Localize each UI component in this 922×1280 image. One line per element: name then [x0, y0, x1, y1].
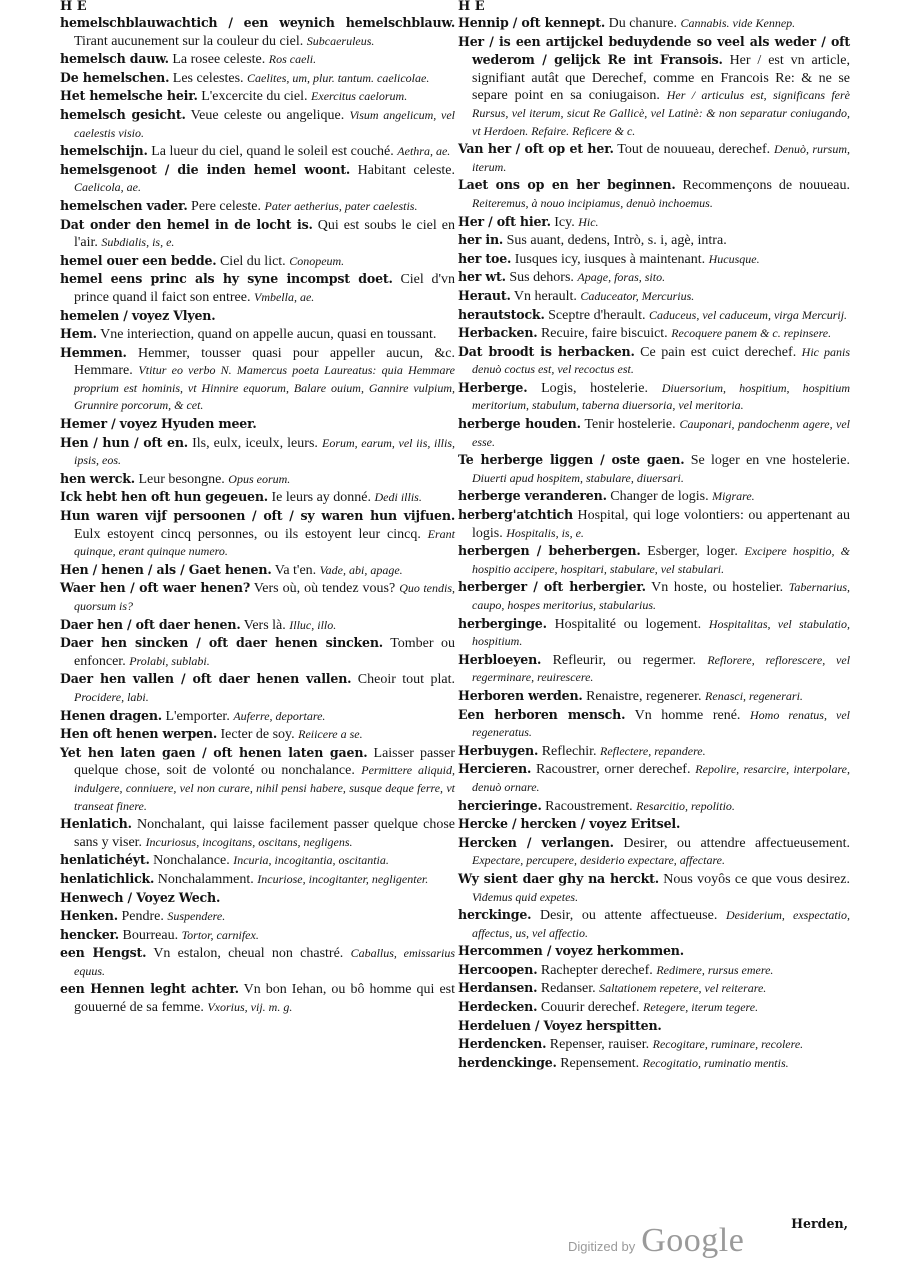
headword: Een herboren mensch.	[458, 706, 626, 722]
latin-gloss: Aethra, ae.	[397, 144, 451, 159]
dictionary-entry	[458, 760, 850, 796]
running-head-right: H E	[458, 0, 485, 14]
headword: her in.	[458, 232, 504, 248]
dictionary-entry	[60, 69, 455, 88]
french-gloss: Racoustrement.	[545, 798, 633, 814]
headword: herbergen / beherbergen.	[458, 543, 641, 559]
dictionary-entry	[60, 270, 455, 306]
headword: een Hengst.	[60, 945, 147, 961]
dictionary-entry	[60, 815, 455, 851]
headword: herberge houden.	[458, 416, 581, 432]
dictionary-entry	[458, 870, 850, 906]
latin-gloss: Reiicere a se.	[298, 727, 363, 742]
dictionary-entry	[60, 579, 455, 615]
latin-gloss: Procidere, labi.	[74, 689, 149, 704]
latin-gloss: Renasci, regenerari.	[705, 688, 803, 703]
latin-gloss: Permittere aliquid, indulgere, conniuere, vel non curare, nihil pensi habere, susque deque ferre, vt transeat finere.	[74, 763, 456, 813]
headword: Hem.	[60, 326, 97, 342]
headword: Hercke / hercken / voyez Eritsel.	[458, 816, 681, 832]
latin-gloss: Apage, foras, sito.	[577, 270, 666, 285]
dictionary-entry	[60, 870, 455, 889]
french-gloss: Cheoir tout plat.	[357, 672, 455, 688]
dictionary-entry	[60, 926, 455, 945]
french-gloss: Ie leurs ay donné.	[271, 490, 372, 506]
french-gloss: Leur besongne.	[138, 471, 225, 487]
dictionary-entry	[60, 87, 455, 106]
latin-gloss: Recogitatio, ruminatio mentis.	[642, 1055, 789, 1070]
latin-gloss: Hucusque.	[708, 251, 760, 266]
latin-gloss: Hospitalis, is, e.	[506, 525, 584, 540]
dictionary-entry	[458, 706, 850, 742]
french-gloss: Vn herault.	[513, 288, 577, 304]
latin-gloss: Vade, abi, apage.	[319, 562, 403, 577]
dictionary-entry	[458, 615, 850, 651]
latin-gloss: Visum angelicum, vel caelestis visio.	[74, 107, 455, 140]
french-gloss: Logis, hostelerie.	[541, 380, 649, 396]
headword: Daer hen / oft daer henen.	[60, 616, 241, 632]
french-gloss: Du chanure.	[608, 16, 677, 31]
dictionary-entry	[458, 306, 850, 325]
latin-gloss: Ros caeli.	[268, 52, 317, 67]
dictionary-entry	[60, 307, 455, 326]
latin-gloss: Videmus quid expetes.	[472, 889, 579, 904]
dictionary-entry	[60, 161, 455, 197]
french-gloss: Va t'en.	[274, 562, 317, 578]
headword: Hercken / verlangen.	[458, 834, 614, 850]
running-head-left: H E	[60, 0, 87, 14]
headword: Heraut.	[458, 287, 511, 303]
french-gloss: Ce pain est cuict derechef.	[640, 344, 797, 360]
latin-gloss: Excipere hospitio, & hospitio accipere, hospitari, stabulare, vel stabulari.	[472, 544, 851, 576]
headword: hemelsch dauw.	[60, 51, 169, 67]
french-gloss: Vn homme rené.	[634, 707, 741, 723]
headword: hemelschijn.	[60, 143, 148, 159]
headword: Ick hebt hen oft hun gegeuen.	[60, 489, 268, 505]
latin-gloss: Exercitus caelorum.	[311, 89, 408, 104]
french-gloss: Tout de nouueau, derechef.	[617, 142, 771, 158]
french-gloss: Nonchalance.	[153, 853, 230, 869]
latin-gloss: Cannabis. vide Kennep.	[680, 16, 796, 30]
dictionary-entry	[458, 687, 850, 706]
dictionary-entry	[458, 140, 850, 176]
watermark-digitized-by: Digitized by	[568, 1239, 636, 1254]
headword: herckinge.	[458, 907, 532, 923]
french-gloss: Bourreau.	[122, 927, 179, 943]
headword: hemelen / voyez Vlyen.	[60, 307, 216, 323]
dictionary-entry	[60, 488, 455, 507]
dictionary-entry	[458, 487, 850, 506]
headword: herberginge.	[458, 615, 547, 631]
latin-gloss: Migrare.	[712, 489, 755, 504]
dictionary-entry	[458, 231, 850, 250]
dictionary-entry	[458, 33, 850, 141]
french-gloss: Sceptre d'herault.	[548, 307, 646, 323]
headword: Henen dragen.	[60, 707, 162, 723]
headword: Herbacken.	[458, 325, 538, 341]
latin-gloss: Pater aetherius, pater caelestis.	[264, 198, 418, 213]
headword: Het hemelsche heir.	[60, 88, 198, 104]
dictionary-entry	[60, 744, 455, 815]
headword: Herbuygen.	[458, 742, 539, 758]
dictionary-entry	[60, 50, 455, 69]
latin-gloss: Opus eorum.	[228, 471, 291, 486]
french-gloss: Vn bon Iehan, ou bô homme qui est gouuerné de sa femme.	[74, 982, 455, 1016]
french-gloss: Iecter de soy.	[220, 727, 295, 743]
dictionary-entry	[60, 851, 455, 870]
french-gloss: Repenser, rauiser.	[549, 1037, 650, 1053]
french-gloss: Nonchalamment.	[157, 871, 254, 887]
headword: hen werck.	[60, 470, 135, 486]
dictionary-entry	[458, 287, 850, 306]
latin-gloss: Prolabi, sublabi.	[129, 653, 210, 668]
french-gloss: Redanser.	[540, 981, 596, 997]
dictionary-entry	[60, 344, 455, 415]
headword: hemel eens princ als hy syne incompst doet.	[60, 271, 393, 287]
dictionary-entry	[458, 797, 850, 816]
dictionary-entry	[458, 834, 850, 870]
headword: Herdecken.	[458, 999, 538, 1015]
dictionary-entry	[60, 670, 455, 706]
latin-gloss: Hic.	[578, 214, 599, 229]
dictionary-entry	[60, 252, 455, 271]
headword: Herdeluen / Voyez herspitten.	[458, 1017, 662, 1033]
latin-gloss: Vmbella, ae.	[253, 289, 315, 304]
headword: hencker.	[60, 926, 119, 942]
latin-gloss: Quo tendis, quorsum is?	[74, 581, 456, 613]
dictionary-entry	[458, 651, 850, 687]
latin-gloss: Tortor, carnifex.	[181, 927, 259, 942]
dictionary-entry	[60, 197, 455, 216]
headword: Hemer / voyez Hyuden meer.	[60, 416, 257, 432]
headword: hemel ouer een bedde.	[60, 252, 217, 268]
latin-gloss: Reflectere, repandere.	[600, 743, 706, 758]
french-gloss: Habitant celeste.	[357, 162, 456, 178]
french-gloss: Desirer, ou attendre affectueusement.	[623, 835, 850, 851]
french-gloss: Desir, ou attente affectueuse.	[539, 908, 718, 924]
french-gloss: Renaistre, regenerer.	[586, 688, 702, 704]
headword: Daer hen sincken / oft daer henen sincken.	[60, 635, 383, 651]
latin-gloss: Denuò, rursum, iterum.	[472, 142, 851, 174]
headword: Henwech / Voyez Wech.	[60, 889, 221, 905]
latin-gloss: Eorum, earum, vel iis, illis, ipsis, eos.	[74, 435, 455, 468]
headword: Dat onder den hemel in de locht is.	[60, 216, 313, 232]
latin-gloss: Hospitalitas, vel stabulatio, hospitium.	[472, 616, 851, 649]
headword: hercieringe.	[458, 797, 542, 813]
headword: Herdencken.	[458, 1036, 547, 1052]
dictionary-entry	[458, 343, 850, 379]
headword: herberge veranderen.	[458, 488, 607, 504]
french-gloss: Tomber ou enfoncer.	[74, 636, 456, 669]
french-gloss: Iusques icy, iusques à maintenant.	[514, 251, 706, 267]
latin-gloss: Incuriosus, incogitans, oscitans, negligens.	[145, 834, 353, 849]
french-gloss: L'emporter.	[165, 708, 230, 724]
headword: Waer hen / oft waer henen?	[60, 580, 251, 596]
latin-gloss: Dedi illis.	[374, 490, 422, 505]
headword: Van her / oft op et her.	[458, 141, 614, 157]
headword: henlatichéyt.	[60, 852, 150, 868]
headword: hemelsgenoot / die inden hemel woont.	[60, 161, 351, 177]
headword: Henlatich.	[60, 816, 132, 832]
french-gloss: Ciel du lict.	[219, 253, 286, 269]
latin-gloss: Suspendere.	[167, 909, 226, 924]
french-gloss: Laisser passer quelque chose, soit de volonté ou nonchalance.	[74, 745, 456, 779]
dictionary-entry	[60, 216, 455, 252]
latin-gloss: Redimere, rursus emere.	[656, 962, 774, 977]
latin-gloss: Caelicola, ae.	[74, 180, 141, 195]
google-watermark	[568, 1222, 744, 1260]
dictionary-entry	[458, 451, 850, 487]
dictionary-entry	[458, 14, 850, 33]
headword: her toe.	[458, 250, 512, 266]
dictionary-entry	[458, 1035, 850, 1054]
french-gloss: Racoustrer, orner derechef.	[536, 762, 691, 778]
dictionary-entry	[458, 998, 850, 1017]
dictionary-entry	[458, 942, 850, 961]
headword: Her / oft hier.	[458, 213, 551, 229]
dictionary-entry	[458, 906, 850, 942]
dictionary-entry	[60, 507, 455, 561]
headword: Herdansen.	[458, 980, 538, 996]
latin-gloss: Reiteremus, à nouo incipiamus, denuò inchoemus.	[472, 195, 713, 210]
dictionary-entry	[458, 979, 850, 998]
latin-gloss: Vtitur eo verbo N. Mamercus poeta Laureatus: quia Hemmare proprium est hominis, vt Hinnire equorum, Balare ouium, Gannire vulpium, Grunnire porcorum, & cet.	[74, 363, 455, 413]
headword: Dat broodt is herbacken.	[458, 343, 635, 359]
french-gloss: Couurir derechef.	[540, 1000, 640, 1016]
french-gloss: Repensement.	[560, 1055, 640, 1071]
headword: hemelschen vader.	[60, 197, 188, 213]
french-gloss: Veue celeste ou angelique.	[190, 107, 345, 123]
headword: Hercieren.	[458, 761, 532, 777]
french-gloss: Pendre.	[121, 909, 164, 925]
french-gloss: Esberger, loger.	[647, 544, 738, 560]
headword: Hun waren vijf persoonen / oft / sy waren hun vijfuen.	[60, 508, 455, 524]
latin-gloss: Reflorere, reflorescere, vel regerminare, reuirescere.	[472, 652, 851, 685]
dictionary-entry	[60, 14, 455, 50]
headword: herberg'atchtich	[458, 507, 573, 523]
left-column	[60, 14, 455, 1017]
latin-gloss: Incuria, incogitantia, oscitantia.	[233, 853, 389, 868]
dictionary-entry	[458, 415, 850, 451]
latin-gloss: Vxorius, vij. m. g.	[207, 1000, 293, 1015]
dictionary-entry	[458, 506, 850, 542]
headword: Te herberge liggen / oste gaen.	[458, 452, 685, 468]
french-gloss: Changer de logis.	[610, 489, 709, 505]
dictionary-entry	[60, 980, 455, 1016]
dictionary-entry	[458, 250, 850, 269]
dictionary-entry	[60, 561, 455, 580]
dictionary-entry	[458, 961, 850, 980]
french-gloss: Vn hoste, ou hostelier.	[651, 580, 784, 596]
dictionary-entry	[458, 213, 850, 232]
catchword: Herden,	[791, 1216, 848, 1231]
french-gloss: Sus dehors.	[509, 270, 574, 286]
dictionary-entry	[60, 616, 455, 635]
french-gloss: Her / est vn article, signifiant autât que Derechef, comme en Francois Re: & ne se separe point en sa coniugaison.	[472, 53, 851, 104]
dictionary-entry	[458, 578, 850, 614]
dictionary-entry	[60, 725, 455, 744]
dictionary-entry	[458, 324, 850, 343]
latin-gloss: Tabernarius, caupo, hospes meritorius, stabularius.	[472, 580, 851, 612]
headword: Daer hen vallen / oft daer henen vallen.	[60, 671, 352, 687]
latin-gloss: Resarcitio, repolitio.	[636, 798, 735, 813]
dictionary-entry	[60, 944, 455, 980]
french-gloss: Ils, eulx, iceulx, leurs.	[192, 435, 318, 451]
google-logo: Google	[641, 1222, 745, 1259]
headword: Hen / hun / oft en.	[60, 434, 188, 450]
dictionary-entry	[458, 176, 850, 212]
latin-gloss: Erant quinque, erant quinque numero.	[74, 526, 455, 559]
french-gloss: Sus auant, dedens, Intrò, s. i, agè, intra.	[506, 233, 727, 249]
headword: een Hennen leght achter.	[60, 981, 239, 997]
dictionary-entry	[60, 889, 455, 908]
headword: Herbloeyen.	[458, 651, 542, 667]
french-gloss: Ciel d'vn prince quand il faict son entree.	[74, 272, 455, 305]
dictionary-entry	[60, 415, 455, 434]
latin-gloss: Desiderium, exspectatio, affectus, us, vel affectio.	[472, 908, 851, 940]
dictionary-entry	[60, 434, 455, 470]
latin-gloss: Hic panis denuò coctus est, vel recoctus est.	[472, 344, 850, 377]
french-gloss: Hospitalité ou logement.	[554, 616, 702, 632]
dictionary-entry	[458, 742, 850, 761]
latin-gloss: Saltationem repetere, vel reiterare.	[599, 981, 767, 996]
headword: Henken.	[60, 908, 118, 924]
dictionary-entry	[60, 325, 455, 344]
latin-gloss: Retegere, iterum tegere.	[643, 1000, 759, 1015]
headword: Wy sient daer ghy na herckt.	[458, 870, 659, 886]
dictionary-entry	[60, 470, 455, 489]
latin-gloss: Expectare, percupere, desiderio expectare, affectare.	[472, 853, 726, 868]
french-gloss: Recommençons de nouueau.	[682, 178, 851, 194]
dictionary-entry	[458, 542, 850, 578]
latin-gloss: Conopeum.	[289, 253, 345, 268]
latin-gloss: Homo renatus, vel regeneratus.	[472, 707, 851, 740]
french-gloss: Nonchalant, qui laisse facilement passer quelque chose sans y viser.	[74, 817, 456, 850]
latin-gloss: Caballus, emissarius equus.	[74, 946, 456, 978]
headword: Hercommen / voyez herkommen.	[458, 943, 684, 959]
french-gloss: Nous voyôs ce que vous desirez.	[663, 871, 850, 887]
headword: herautstock.	[458, 306, 545, 322]
french-gloss: Eulx estoyent cincq personnes, ou ils estoyent leur cincq.	[74, 526, 421, 542]
french-gloss: Rachepter derechef.	[540, 962, 653, 978]
latin-gloss: Repolire, resarcire, interpolare, denuò ornare.	[472, 762, 851, 794]
right-column	[458, 14, 850, 1072]
french-gloss: Refleurir, ou regermer.	[552, 652, 696, 668]
headword: Hen / henen / als / Gaet henen.	[60, 561, 272, 577]
latin-gloss: Illuc, illo.	[289, 617, 337, 632]
latin-gloss: Subdialis, is, e.	[101, 235, 175, 250]
french-gloss: Recuire, faire biscuict.	[540, 326, 668, 342]
french-gloss: Vn estalon, cheual non chastré.	[153, 946, 344, 962]
french-gloss: La rosee celeste.	[172, 52, 266, 68]
latin-gloss: Incuriose, incogitanter, negligenter.	[257, 871, 429, 886]
headword: Laet ons op en her beginnen.	[458, 177, 676, 193]
headword: herdenckinge.	[458, 1054, 557, 1070]
headword: her wt.	[458, 269, 506, 285]
latin-gloss: Recogitare, ruminare, recolere.	[652, 1037, 804, 1052]
french-gloss: Reflechir.	[541, 743, 597, 759]
dictionary-entry	[458, 1054, 850, 1073]
latin-gloss: Cauponari, pandochenm agere, vel esse.	[472, 417, 850, 449]
latin-gloss: Caduceus, vel caduceum, virga Mercurij.	[649, 307, 848, 322]
headword: Hemmen.	[60, 344, 127, 360]
french-gloss: Hemmer, tousser quasi pour appeller aucun, &c. Hemmare.	[74, 345, 455, 379]
latin-gloss: Caelites, um, plur. tantum. caelicolae.	[247, 70, 430, 85]
headword: Hercoopen.	[458, 961, 538, 977]
dictionary-entry	[458, 379, 850, 415]
headword: hemelschblauwachtich / een weynich hemelschblauw.	[60, 15, 455, 30]
latin-gloss: Caduceator, Mercurius.	[580, 288, 695, 303]
dictionary-entry	[60, 106, 455, 142]
french-gloss: Icy.	[554, 214, 575, 230]
dictionary-entry	[458, 815, 850, 834]
headword: Yet hen laten gaen / oft henen laten gaen.	[60, 744, 368, 760]
french-gloss: Vers où, où tendez vous?	[253, 581, 396, 597]
french-gloss: L'excercite du ciel.	[201, 89, 308, 105]
latin-gloss: Subcaeruleus.	[306, 33, 375, 48]
french-gloss: Tenir hostelerie.	[584, 417, 676, 433]
headword: Herboren werden.	[458, 687, 583, 703]
dictionary-entry	[60, 634, 455, 670]
french-gloss: Qui est soubs le ciel en l'air.	[74, 217, 455, 251]
headword: hemelsch gesicht.	[60, 106, 186, 122]
french-gloss: Les celestes.	[172, 70, 244, 86]
headword: Herberge.	[458, 379, 528, 395]
headword: Her / is een artijckel beduydende so veel als weder / oft wederom / gelijck Re int Fransois.	[458, 33, 850, 68]
latin-gloss: Recoquere panem & c. repinsere.	[671, 326, 832, 341]
headword: Hen oft henen werpen.	[60, 726, 217, 742]
latin-gloss: Diuersorium, hospitium, hospitium meritorium, stabulum, taberna diuersoria, vel meritoria.	[472, 380, 851, 413]
headword: henlatichlick.	[60, 870, 155, 886]
french-gloss: La lueur du ciel, quand le soleil est couché.	[151, 144, 394, 160]
dictionary-entry	[458, 1017, 850, 1036]
french-gloss: Hospital, qui loge volontiers: ou appertenant au logis.	[472, 508, 850, 541]
french-gloss: Vne interiection, quand on appelle aucun, quasi en toussant.	[100, 327, 437, 343]
dictionary-entry	[458, 268, 850, 287]
headword: De hemelschen.	[60, 69, 170, 85]
dictionary-entry	[60, 707, 455, 726]
french-gloss: Se loger en vne hostelerie.	[690, 453, 851, 469]
dictionary-entry	[60, 142, 455, 161]
latin-gloss: Diuerti apud hospitem, stabulare, diuersari.	[472, 470, 684, 485]
headword: herberger / oft herbergier.	[458, 579, 646, 595]
french-gloss: Vers là.	[243, 617, 286, 633]
headword: Hennip / oft kennept.	[458, 15, 606, 30]
dictionary-entry	[60, 907, 455, 926]
latin-gloss: Auferre, deportare.	[233, 708, 326, 723]
french-gloss: Tirant aucunement sur la couleur du ciel.	[74, 33, 304, 49]
latin-gloss: Her / articulus est, significans ferè Rursus, vel iterum, sicut Re Gallicè, vel Latinè: & non separatur coniugando, vt Herdoen. Refaire. Reficere & c.	[472, 88, 850, 138]
french-gloss: Pere celeste.	[191, 198, 261, 214]
